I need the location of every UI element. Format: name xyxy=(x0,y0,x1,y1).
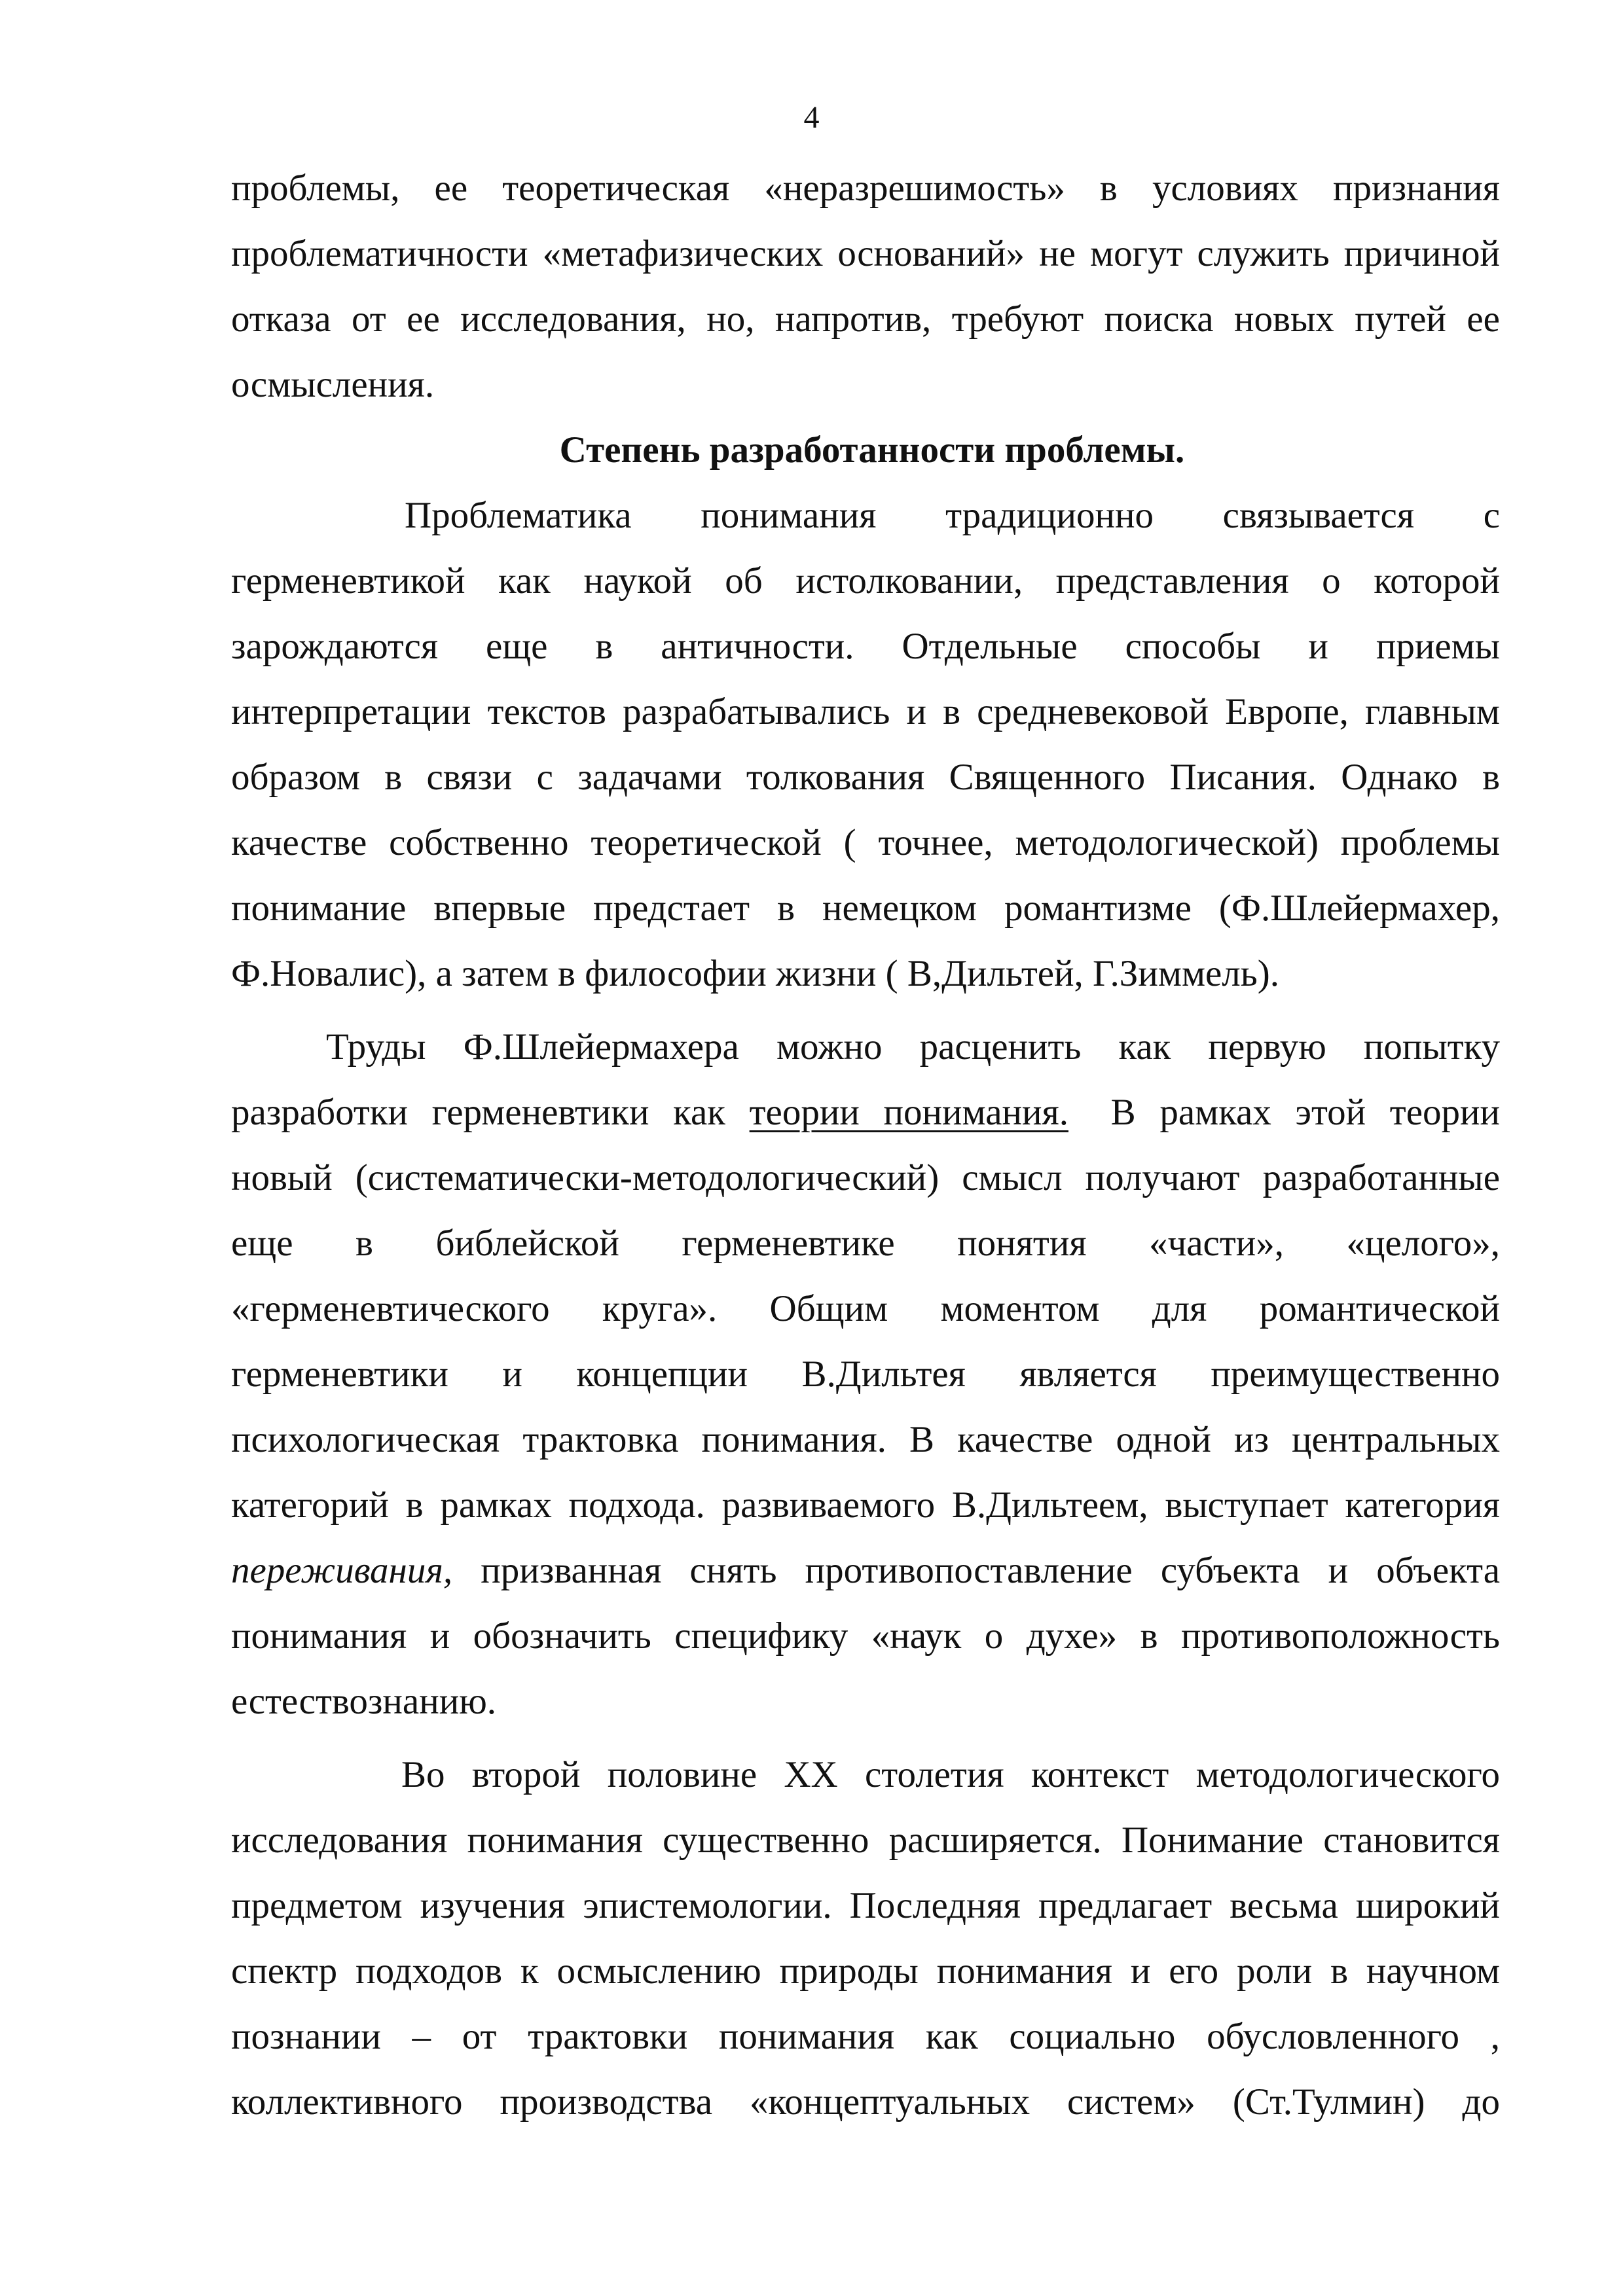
text-line: Проблематика понимания традиционно связывается с xyxy=(405,495,1500,536)
text-line: качестве собственно теоретической ( точнее, методологической) проблемы xyxy=(231,822,1500,863)
text-segment: призванная снять противопоставление субъекта и объекта xyxy=(481,1550,1501,1591)
text-line: осмысления. xyxy=(231,364,435,405)
text-line: Во второй половине XX столетия контекст методологического xyxy=(401,1754,1500,1795)
text-line: исследования понимания существенно расширяется. Понимание становится xyxy=(231,1820,1500,1861)
text-line: «герменевтического круга». Общим моментом для романтической xyxy=(231,1288,1500,1329)
text-line: зарождаются еще в античности. Отдельные способы и приемы xyxy=(231,626,1500,667)
text-line: понимание впервые предстает в немецком романтизме (Ф.Шлейермахер, xyxy=(231,888,1500,929)
text-line: интерпретации текстов разрабатывались и в средневековой Европе, главным xyxy=(231,691,1500,732)
italic-term: переживания, xyxy=(231,1550,453,1591)
text-segment: разработки герменевтики как xyxy=(231,1092,725,1133)
page-number: 4 xyxy=(803,100,820,135)
text-line: проблемы, ее теоретическая «неразрешимость» в условиях признания xyxy=(231,168,1500,209)
paragraph-3 xyxy=(231,1742,1500,2135)
text-segment: В рамках этой теории xyxy=(1110,1092,1501,1133)
text-line: психологическая трактовка понимания. В качестве одной из центральных xyxy=(231,1419,1500,1460)
text-line: Труды Ф.Шлейермахера можно расценить как первую попытку xyxy=(326,1026,1500,1067)
text-line-with-italic xyxy=(231,1538,1500,1604)
intro-paragraph xyxy=(231,156,1500,418)
paragraph-1 xyxy=(231,483,1500,1007)
underlined-term: теории понимания. xyxy=(749,1092,1068,1133)
text-line: коллективного производства «концептуальных систем» (Ст.Тулмин) до xyxy=(231,2081,1500,2123)
text-line: естествознанию. xyxy=(231,1681,497,1722)
text-line: категорий в рамках подхода. развиваемого В.Дильтеем, выступает категория xyxy=(231,1484,1500,1526)
text-line: познании – от трактовки понимания как социально обусловленного , xyxy=(231,2016,1500,2057)
text-line: Ф.Новалис), а затем в философии жизни ( В,Дильтей, Г.Зиммель). xyxy=(231,953,1279,994)
text-line: спектр подходов к осмыслению природы понимания и его роли в научном xyxy=(231,1950,1500,1992)
section-heading: Степень разработанности проблемы. xyxy=(559,429,1185,471)
text-line: предметом изучения эпистемологии. Последняя предлагает весьма широкий xyxy=(231,1885,1500,1926)
text-line: понимания и обозначить специфику «наук о духе» в противоположность xyxy=(231,1615,1500,1657)
text-line: образом в связи с задачами толкования Священного Писания. Однако в xyxy=(231,757,1500,798)
text-line: отказа от ее исследования, но, напротив, требуют поиска новых путей ее xyxy=(231,298,1500,340)
text-line: новый (систематически-методологический) смысл получают разработанные xyxy=(231,1157,1500,1198)
text-line-with-underline xyxy=(231,1080,1500,1145)
text-line: еще в библейской герменевтике понятия «части», «целого», xyxy=(231,1223,1500,1264)
paragraph-2 xyxy=(231,1014,1500,1734)
text-line: герменевтики и концепции В.Дильтея является преимущественно xyxy=(231,1354,1500,1395)
text-line: герменевтикой как наукой об истолковании, представления о которой xyxy=(231,560,1500,601)
text-line: проблематичности «метафизических оснований» не могут служить причиной xyxy=(231,233,1500,274)
body-text xyxy=(231,156,1500,2135)
